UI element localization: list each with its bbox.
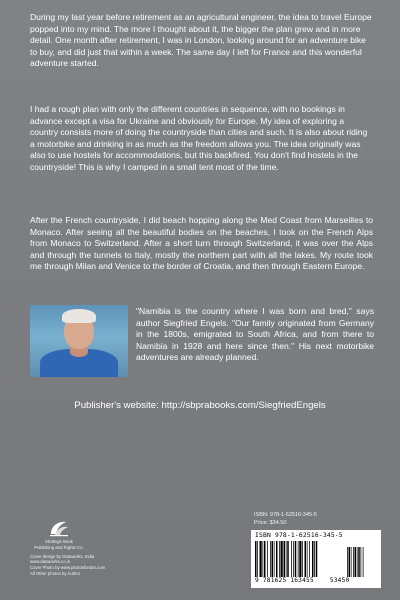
price-code-bar — [349, 547, 351, 577]
barcode-bar — [267, 541, 268, 577]
price-code-bar — [357, 547, 358, 577]
barcode-bar — [279, 541, 280, 577]
logo-name-line: Strategic Book — [45, 539, 73, 544]
barcode-bar — [287, 541, 289, 577]
barcode-bar — [314, 541, 315, 577]
logo-name-line: Publishing and Rights Co. — [34, 544, 84, 550]
barcode-bar — [312, 541, 314, 577]
barcode-bars — [255, 541, 377, 577]
credit-line: Cover Photo by www.photosforsbn.com — [30, 565, 106, 571]
barcode-bar — [257, 541, 258, 577]
publisher-logo-name — [30, 539, 88, 551]
cover-credits — [30, 554, 130, 577]
barcode-bar — [299, 541, 301, 577]
barcode-bar — [293, 541, 294, 577]
publisher-website: Publisher's website: http://sbprabooks.com/SiegfriedEngels — [74, 400, 326, 411]
price-code-bar — [358, 547, 360, 577]
barcode-bar — [276, 541, 278, 577]
plan-paragraph: I had a rough plan with only the different countries in sequence, with no bookings in advance except a visa for Ukraine and obviously for Europe. My idea of exploring a country consists more of doing the countryside than cities and such. It is also about riding a motorbike and drinking in as much as the freedom allows you. The idea originally was also to use hostels for accommodations, but this backfired. You don't find hostels in the countryside! This is why I camped in a small tent most of the time. — [30, 104, 368, 172]
intro-paragraph: During my last year before retirement as an agricultural engineer, the idea to travel Europe popped into my mind. The more I thought about it, the bigger the plan grew and in more detail. One month after retirement, I was in London, looking around for an adventure bike to buy, and did just that within a week. The same day I left for France and this wonderful adventure started. — [30, 12, 372, 69]
barcode-number: 9 781625 163455 — [255, 577, 314, 584]
route-paragraph: After the French countryside, I did beach hopping along the Med Coast from Marseilles to Monaco. After seeing all the beautiful bodies on the beaches, I took on the French Alps from Monaco to Switzerland. After a short turn through Switzerland, it was over the Alps and through the tunnels to Italy, mostly the northern part with all the lakes. My route took me through Milan and Venice to the border of Croatia, and then through Eastern Europe. — [30, 215, 373, 272]
author-photo — [30, 305, 128, 377]
barcode-bar — [270, 541, 271, 577]
barcode-digits — [255, 577, 349, 584]
barcode-bar — [263, 541, 264, 577]
credit-line: All Other photos by Author — [30, 570, 81, 576]
price-text: Price: $34.50 — [254, 519, 287, 526]
author-photo-hair — [62, 309, 96, 323]
isbn-text: ISBN: 978-1-62516-345-5 — [254, 512, 317, 518]
barcode-bar — [307, 541, 308, 577]
price-code-bar — [347, 547, 348, 577]
barcode-bar — [305, 541, 307, 577]
price-code-bar — [361, 547, 362, 577]
barcode-bar — [264, 541, 266, 577]
barcode-bar — [309, 541, 310, 577]
barcode-bar — [316, 541, 318, 577]
price-code-bar — [353, 547, 354, 577]
barcode-bar — [272, 541, 274, 577]
isbn-price-block — [254, 512, 317, 527]
barcode-bar — [274, 541, 275, 577]
barcode-bar — [298, 541, 299, 577]
credit-line: Cover design by Dataworks, India — [30, 553, 95, 559]
barcode-isbn-label: ISBN 978-1-62516-345-5 — [255, 532, 343, 539]
author-bio: "Namibia is the country where I was born and bred," says author Siegfried Engels. "Our family originated from Germany in the 1800s, emigrated to South Africa, and from there to Namibia in 1928 and here since then." His next motorbike adventures are already planned. — [136, 306, 374, 363]
price-code-bar — [355, 547, 357, 577]
barcode — [251, 530, 381, 588]
barcode-bar — [295, 541, 297, 577]
price-code-bar — [351, 547, 352, 577]
barcode-bar — [286, 541, 287, 577]
publisher-imprint — [30, 518, 130, 577]
credit-line: www.dataworks.co.in — [30, 559, 71, 565]
barcode-bar — [281, 541, 283, 577]
barcode-bar — [291, 541, 292, 577]
price-code-bar — [363, 547, 364, 577]
barcode-bar — [284, 541, 286, 577]
barcode-price-code: 53450 — [329, 577, 350, 584]
publisher-logo-icon — [30, 518, 88, 538]
barcode-bar — [260, 541, 262, 577]
barcode-bar — [302, 541, 303, 577]
barcode-bar — [255, 541, 257, 577]
